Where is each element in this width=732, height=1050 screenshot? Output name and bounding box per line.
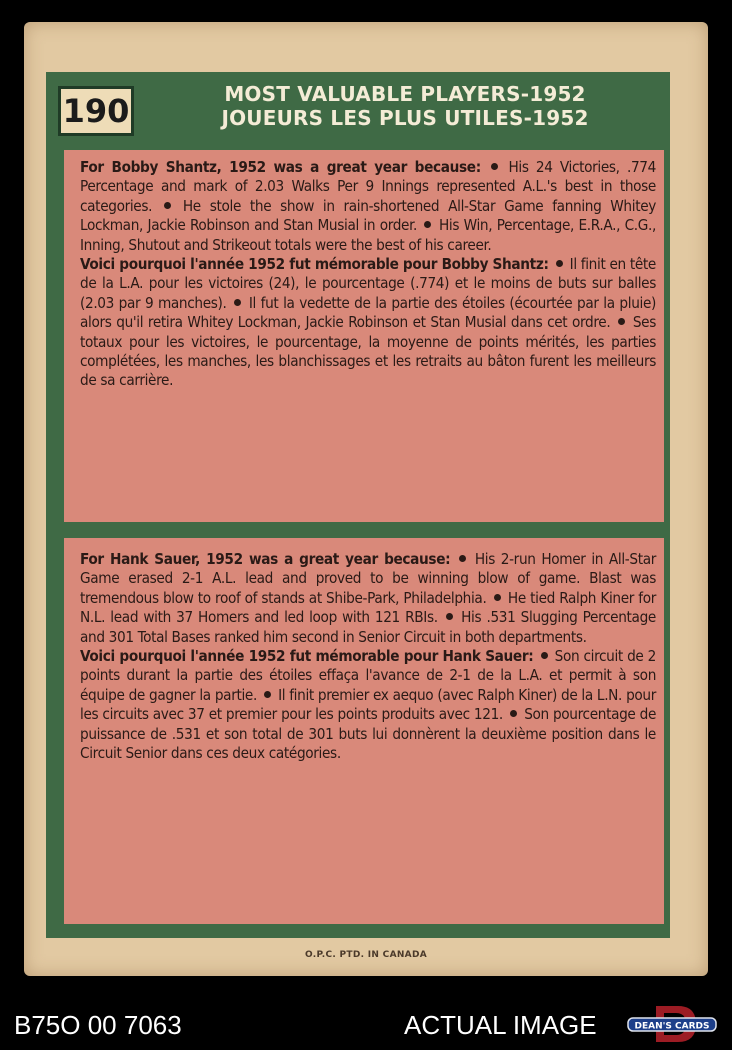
card-title [190,82,620,130]
bullet-icon [424,221,431,228]
sauer-english-fact-3: His .531 Slugging Percentage and 301 Total Bases ranked him second in Senior Circuit in both departments. [80,608,656,646]
bullet-icon [541,652,548,659]
sauer-panel [64,538,664,924]
bullet-icon [556,260,563,267]
printer-credit: O.P.C. PTD. IN CANADA [305,950,427,960]
shantz-french-fact-2: Il fut la vedette de la partie des étoiles (écourtée par la pluie) alors qu'il retira Whitey Lockman, Jackie Robinson et Stan Musial dans cet ordre. [80,293,656,332]
shantz-english [80,158,656,255]
svg-text:DEAN'S CARDS: DEAN'S CARDS [634,1021,710,1032]
sauer-english-fact-2: He tied Ralph Kiner for N.L. lead with 37 Homers and led loop with 121 RBIs. [80,588,656,627]
actual-image-label: ACTUAL IMAGE [404,1010,597,1040]
title-english: MOST VALUABLE PLAYERS-1952 [224,82,586,106]
deans-cards-logo [626,1004,718,1046]
sauer-english-fact-1: His 2-run Homer in All-Star Game erased 2-1 A.L. lead and proved to be winning blow of game. Blast was tremendous blow to roof of stands at Shibe-Park, Philadelphia. [80,550,656,607]
bullet-icon [264,691,271,698]
sauer-french-fact-1: Son circuit de 2 points durant la partie des étoiles effaça l'avance de 2-1 de la L.A. et permit à son équipe de gagner la partie. [80,647,656,704]
bullet-icon [510,710,517,717]
shantz-english-fact-1: His 24 Victories, .774 Percentage and mark of 2.03 Walks Per 9 Innings represented A.L.'s best in those categories. [80,158,656,215]
shantz-french [80,255,656,391]
sauer-french [80,647,656,763]
shantz-english-fact-3: His Win, Percentage, E.R.A., C.G., Inning, Shutout and Strikeout totals were the best of his career. [80,216,656,254]
shantz-french-fact-3: Ses totaux pour les victoires, le pourcentage, la moyenne de points mérités, les parties complétées, les manches, les blanchissages et les retraits au bâton furent les meilleurs de sa carrière. [80,313,656,390]
bullet-icon [618,318,625,325]
shantz-french-fact-1: Il finit en tête de la L.A. pour les victoires (24), le pourcentage (.774) et le moins de buts sur balles (2.03 par 9 manches). [80,255,656,312]
sauer-english [80,550,656,647]
bullet-icon [234,299,241,306]
bullet-icon [164,202,171,209]
bullet-icon [494,594,501,601]
bullet-icon [491,163,498,170]
sauer-french-lead: Voici pourquoi l'année 1952 fut mémorable pour Hank Sauer: [80,647,534,666]
sauer-french-fact-3: Son pourcentage de puissance de .531 et son total de 301 buts lui donnèrent la deuxième position dans le Circuit Senior dans ces deux catégories. [80,705,657,763]
sauer-english-lead: For Hank Sauer, 1952 was a great year because: [80,550,451,568]
cert-number: B75O 00 7063 [14,1010,182,1040]
sauer-french-fact-2: Il finit premier ex aequo (avec Ralph Kiner) de la L.N. pour les circuits avec 37 et premier pour les points produits avec 121. [80,685,656,724]
bullet-icon [446,613,453,620]
shantz-french-lead: Voici pourquoi l'année 1952 fut mémorable pour Bobby Shantz: [80,255,549,274]
shantz-english-lead: For Bobby Shantz, 1952 was a great year because: [80,158,481,176]
shantz-panel [64,150,664,522]
bullet-icon [459,555,466,562]
card-number: 190 [58,86,134,136]
title-french: JOUEURS LES PLUS UTILES-1952 [221,106,589,130]
shantz-english-fact-2: He stole the show in rain-shortened All-Star Game fanning Whitey Lockman, Jackie Robinson and Stan Musial in order. [80,196,656,235]
